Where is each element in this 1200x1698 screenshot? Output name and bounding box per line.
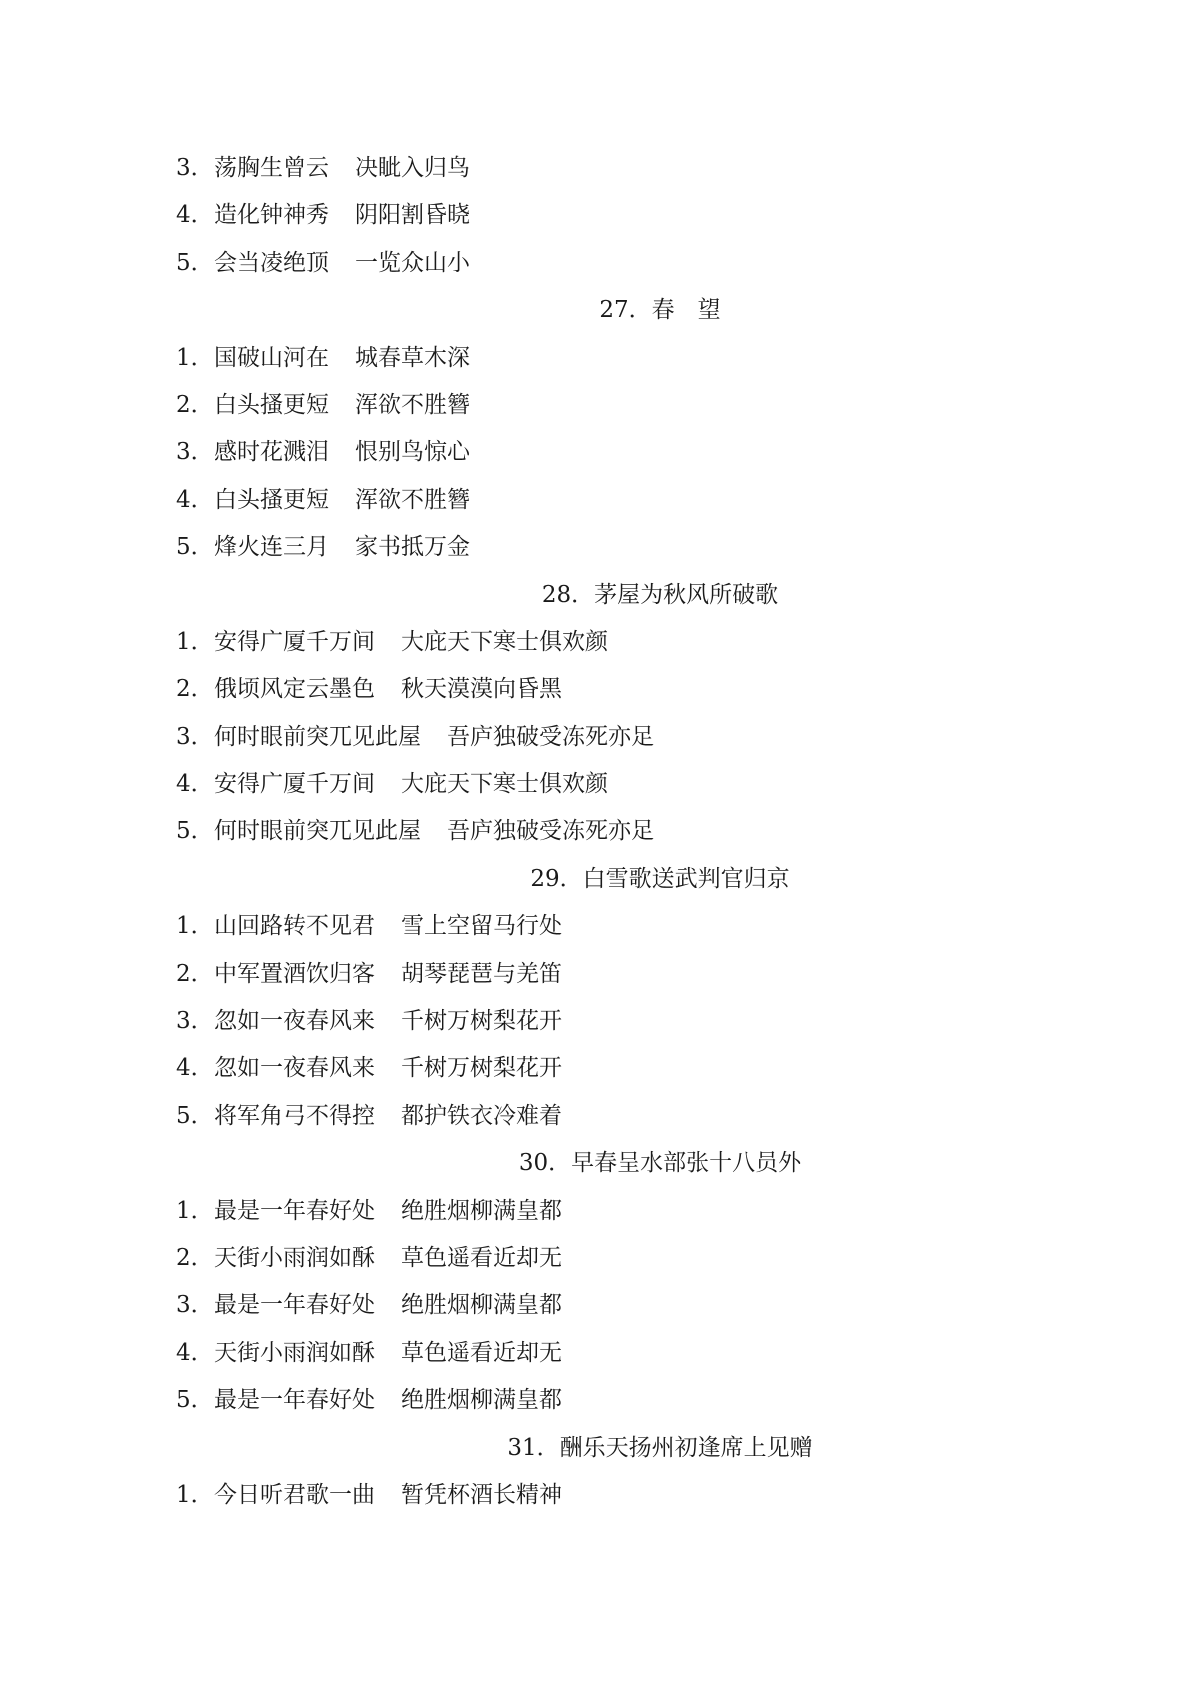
item-number: 4．: [176, 771, 214, 798]
item-number: 5．: [176, 534, 214, 561]
list-item: [0, 808, 1200, 855]
list-item: [0, 714, 1200, 761]
item-number: 4．: [176, 1339, 214, 1366]
line-second-half: 都护铁衣冷难着: [401, 1102, 562, 1129]
line-first-half: 国破山河在: [214, 344, 329, 371]
line-first-half: 何时眼前突兀见此屋: [214, 818, 421, 845]
line-first-half: 荡胸生曾云: [214, 155, 329, 181]
line-second-half: 绝胜烟柳满皇都: [401, 1387, 562, 1414]
section-number: 30．: [518, 1150, 572, 1177]
section-number: 29．: [530, 865, 583, 892]
list-item: [0, 619, 1200, 666]
section-heading: [0, 572, 1200, 619]
list-item: [0, 1282, 1200, 1329]
line-first-half: 中军置酒饮归客: [214, 960, 375, 987]
line-second-half: 恨别鸟惊心: [355, 439, 470, 466]
answer-list: [0, 145, 1200, 1519]
line-second-half: 阴阳割昏晓: [355, 202, 470, 229]
item-number: 1．: [176, 1481, 214, 1508]
line-first-half: 烽火连三月: [214, 534, 329, 561]
line-second-half: 雪上空留马行处: [401, 913, 562, 940]
item-number: 3．: [176, 439, 214, 466]
section-number: 28．: [541, 581, 595, 608]
list-item: [0, 477, 1200, 524]
item-number: 1．: [176, 628, 214, 655]
line-second-half: 千树万树梨花开: [401, 1055, 562, 1082]
list-item: [0, 1472, 1200, 1519]
item-number: 2．: [176, 1244, 214, 1271]
line-first-half: 最是一年春好处: [214, 1292, 375, 1319]
list-item: [0, 524, 1200, 571]
section-title: 白雪歌送武判官归京: [582, 865, 790, 892]
line-first-half: 最是一年春好处: [214, 1387, 375, 1414]
line-second-half: 千树万树梨花开: [401, 1008, 562, 1035]
line-second-half: 草色遥看近却无: [401, 1339, 562, 1366]
list-item: [0, 192, 1200, 239]
line-second-half: 城春草木深: [355, 344, 470, 371]
line-first-half: 将军角弓不得控: [214, 1102, 375, 1129]
section-title: 早春呈水部张十八员外: [571, 1150, 802, 1177]
item-number: 1．: [176, 913, 214, 940]
line-first-half: 安得广厦千万间: [214, 771, 375, 798]
section-heading: [0, 1140, 1200, 1187]
line-first-half: 忽如一夜春风来: [214, 1008, 375, 1035]
line-second-half: 决眦入归鸟: [355, 155, 470, 181]
line-second-half: 浑欲不胜簪: [355, 391, 470, 418]
line-second-half: 家书抵万金: [355, 534, 470, 561]
line-second-half: 大庇天下寒士俱欢颜: [401, 771, 608, 798]
line-first-half: 会当凌绝顶: [214, 249, 329, 276]
item-number: 3．: [176, 155, 214, 181]
section-title: 春 望: [651, 297, 721, 324]
line-second-half: 吾庐独破受冻死亦足: [447, 723, 654, 750]
line-second-half: 一览众山小: [355, 249, 470, 276]
line-first-half: 天街小雨润如酥: [214, 1339, 375, 1366]
list-item: [0, 1235, 1200, 1282]
list-item: [0, 903, 1200, 950]
line-second-half: 吾庐独破受冻死亦足: [447, 818, 654, 845]
list-item: [0, 666, 1200, 713]
list-item: [0, 1330, 1200, 1377]
section-number: 31．: [507, 1434, 560, 1461]
item-number: 3．: [176, 723, 214, 750]
list-item: [0, 382, 1200, 429]
line-first-half: 造化钟神秀: [214, 202, 329, 229]
list-item: [0, 998, 1200, 1045]
list-item: [0, 1093, 1200, 1140]
item-number: 3．: [176, 1008, 214, 1035]
list-item: [0, 429, 1200, 476]
item-number: 2．: [176, 676, 214, 703]
line-first-half: 白头搔更短: [214, 391, 329, 418]
line-second-half: 秋天漠漠向昏黑: [401, 676, 562, 703]
item-number: 1．: [176, 344, 214, 371]
item-number: 4．: [176, 1055, 214, 1082]
line-second-half: 绝胜烟柳满皇都: [401, 1292, 562, 1319]
section-number: 27．: [599, 297, 652, 324]
line-first-half: 安得广厦千万间: [214, 628, 375, 655]
item-number: 2．: [176, 960, 214, 987]
item-number: 5．: [176, 1387, 214, 1414]
line-second-half: 胡琴琵琶与羌笛: [401, 960, 562, 987]
item-number: 5．: [176, 1102, 214, 1129]
list-item: [0, 1377, 1200, 1424]
line-first-half: 山回路转不见君: [214, 913, 375, 940]
line-second-half: 浑欲不胜簪: [355, 486, 470, 513]
item-number: 3．: [176, 1292, 214, 1319]
line-first-half: 今日听君歌一曲: [214, 1481, 375, 1508]
list-item: [0, 951, 1200, 998]
list-item: [0, 1045, 1200, 1092]
line-first-half: 俄顷风定云墨色: [214, 676, 375, 703]
section-heading: [0, 287, 1200, 334]
line-first-half: 感时花溅泪: [214, 439, 329, 466]
line-first-half: 最是一年春好处: [214, 1197, 375, 1224]
list-item: [0, 761, 1200, 808]
section-heading: [0, 856, 1200, 903]
list-item: [0, 145, 1200, 192]
section-title: 茅屋为秋风所破歌: [594, 581, 779, 608]
list-item: [0, 240, 1200, 287]
item-number: 5．: [176, 818, 214, 845]
item-number: 1．: [176, 1197, 214, 1224]
line-first-half: 白头搔更短: [214, 486, 329, 513]
section-title: 酬乐天扬州初逢席上见赠: [559, 1434, 813, 1461]
item-number: 4．: [176, 486, 214, 513]
item-number: 2．: [176, 391, 214, 418]
item-number: 4．: [176, 202, 214, 229]
section-heading: [0, 1425, 1200, 1472]
line-first-half: 天街小雨润如酥: [214, 1244, 375, 1271]
list-item: [0, 1188, 1200, 1235]
list-item: [0, 335, 1200, 382]
line-second-half: 暂凭杯酒长精神: [401, 1481, 562, 1508]
item-number: 5．: [176, 249, 214, 276]
line-first-half: 忽如一夜春风来: [214, 1055, 375, 1082]
line-first-half: 何时眼前突兀见此屋: [214, 723, 421, 750]
line-second-half: 绝胜烟柳满皇都: [401, 1197, 562, 1224]
line-second-half: 大庇天下寒士俱欢颜: [401, 628, 608, 655]
line-second-half: 草色遥看近却无: [401, 1244, 562, 1271]
